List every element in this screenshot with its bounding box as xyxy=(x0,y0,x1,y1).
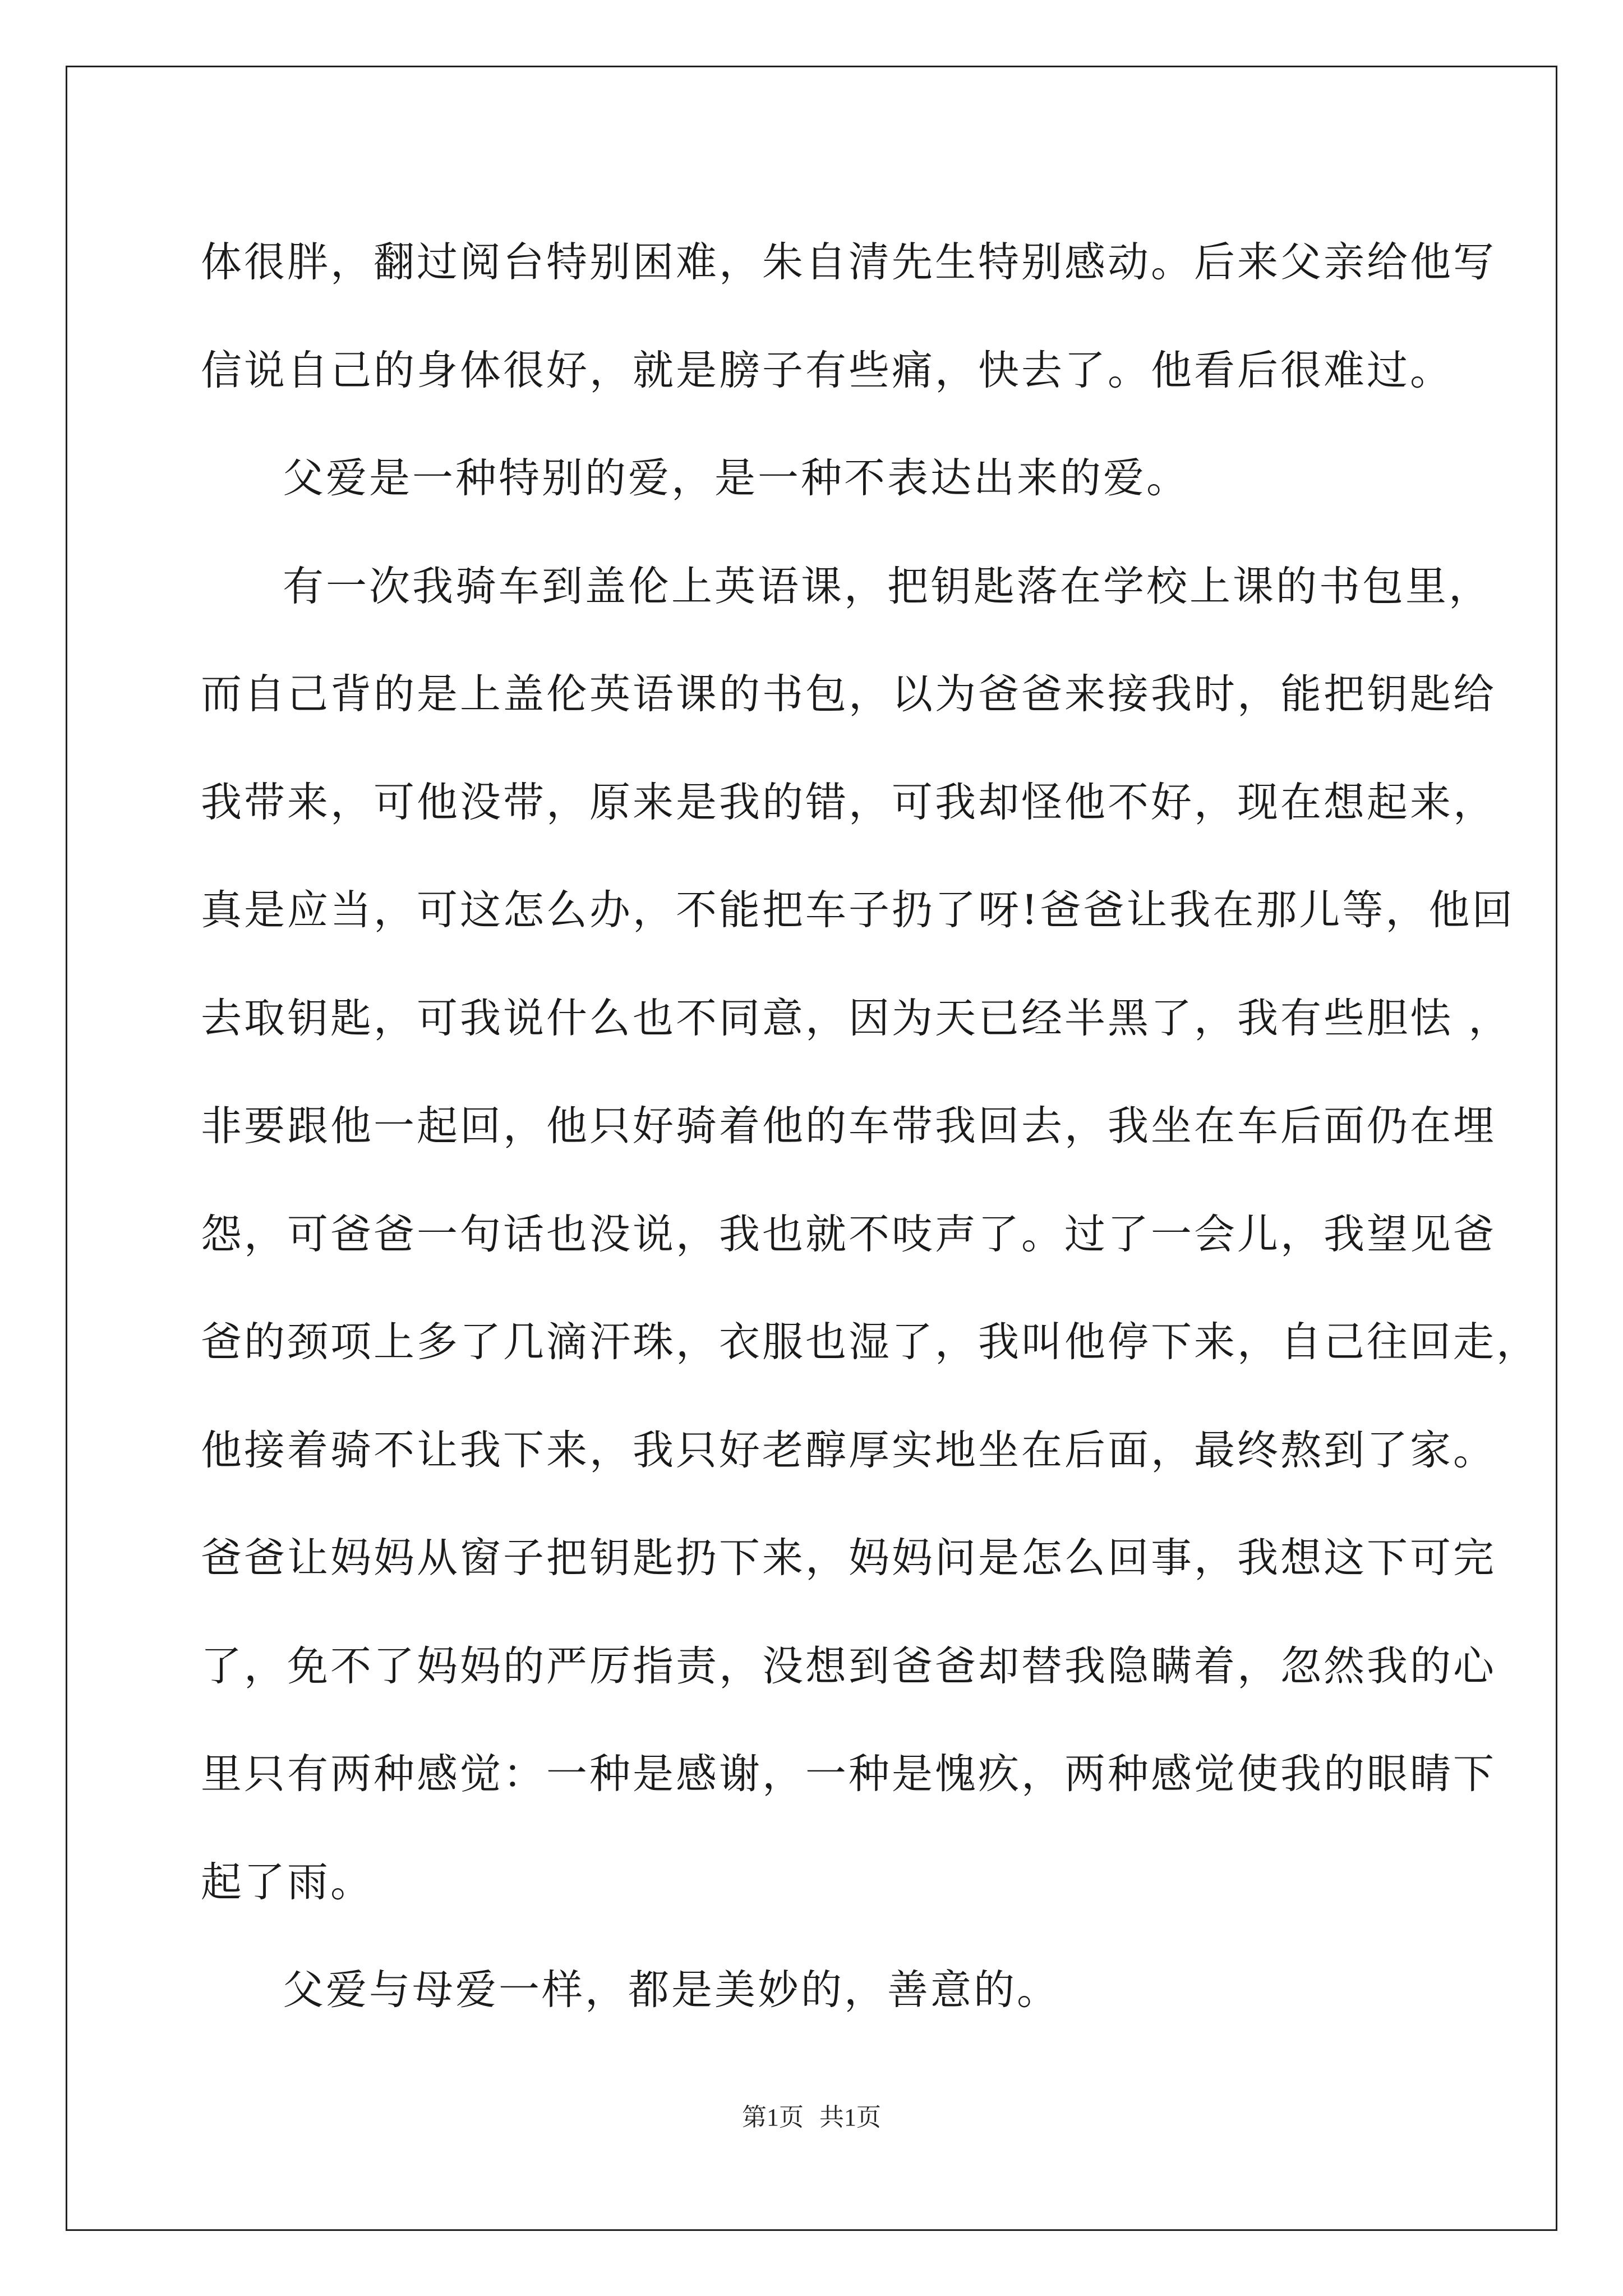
text-line-17: 父爱与母爱一样，都是美妙的，善意的。 xyxy=(283,1966,1060,2014)
text-line-1: 体很胖，翻过阅台特别困难，朱自清先生特别感动。后来父亲给他写 xyxy=(201,238,1496,286)
text-line-2: 信说自己的身体很好，就是膀子有些痛，快去了。他看后很难过。 xyxy=(201,346,1453,394)
text-line-12: 他接着骑不让我下来，我只好老醇厚实地坐在后面，最终熬到了家。 xyxy=(201,1426,1496,1474)
text-line-8: 去取钥匙，可我说什么也不同意，因为天已经半黑了，我有些胆怯 ， xyxy=(201,994,1512,1042)
page-number-total: 共1页 xyxy=(819,2104,881,2131)
document-body xyxy=(201,209,1539,2045)
text-line-10: 怨，可爸爸一句话也没说，我也就不吱声了。过了一会儿，我望见爸 xyxy=(201,1210,1496,1258)
text-line-14: 了，免不了妈妈的严厉指责，没想到爸爸却替我隐瞒着，忽然我的心 xyxy=(201,1642,1496,1690)
page-number-current: 第1页 xyxy=(742,2104,804,2131)
text-line-13: 爸爸让妈妈从窗子把钥匙扔下来，妈妈问是怎么回事，我想这下可完 xyxy=(201,1534,1496,1582)
page-footer xyxy=(0,2101,1623,2134)
text-line-15: 里只有两种感觉：一种是感谢，一种是愧疚，两种感觉使我的眼睛下 xyxy=(201,1750,1496,1798)
text-line-11: 爸的颈项上多了几滴汗珠，衣服也湿了，我叫他停下来，自己往回走， xyxy=(201,1318,1539,1366)
text-line-3: 父爱是一种特别的爱，是一种不表达出来的爱。 xyxy=(283,454,1189,502)
text-line-16: 起了雨。 xyxy=(201,1858,374,1906)
text-line-7: 真是应当，可这怎么办，不能把车子扔了呀!爸爸让我在那儿等，他回 xyxy=(201,886,1515,934)
text-line-9: 非要跟他一起回，他只好骑着他的车带我回去，我坐在车后面仍在埋 xyxy=(201,1102,1496,1150)
text-line-6: 我带来，可他没带，原来是我的错，可我却怪他不好，现在想起来， xyxy=(201,778,1496,826)
text-line-4: 有一次我骑车到盖伦上英语课，把钥匙落在学校上课的书包里， xyxy=(283,562,1492,610)
text-line-5: 而自己背的是上盖伦英语课的书包，以为爸爸来接我时，能把钥匙给 xyxy=(201,670,1496,718)
